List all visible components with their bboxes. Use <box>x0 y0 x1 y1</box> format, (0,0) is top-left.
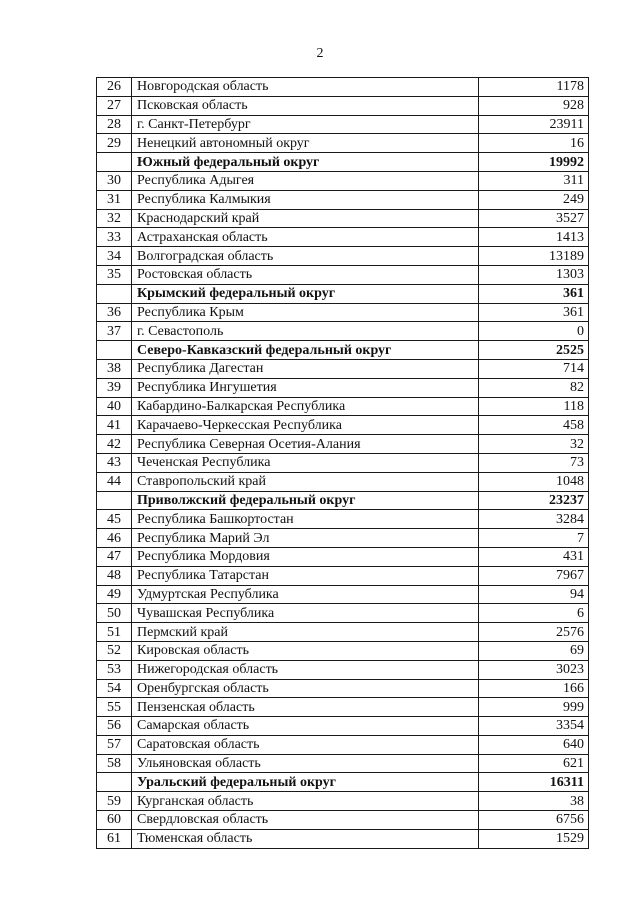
region-name: Новгородская область <box>132 78 479 97</box>
table-row <box>97 529 589 548</box>
region-value: 32 <box>479 435 589 454</box>
region-value: 82 <box>479 378 589 397</box>
table-row <box>97 265 589 284</box>
table-row <box>97 660 589 679</box>
row-number: 51 <box>97 623 132 642</box>
row-number: 36 <box>97 303 132 322</box>
region-name: Кировская область <box>132 641 479 660</box>
region-value: 714 <box>479 359 589 378</box>
region-value: 640 <box>479 735 589 754</box>
district-total: 19992 <box>479 153 589 172</box>
region-name: Республика Калмыкия <box>132 190 479 209</box>
region-value: 928 <box>479 96 589 115</box>
region-value: 6 <box>479 604 589 623</box>
region-value: 999 <box>479 698 589 717</box>
region-name: Ростовская область <box>132 265 479 284</box>
row-number: 48 <box>97 566 132 585</box>
table-row <box>97 96 589 115</box>
region-name: Саратовская область <box>132 735 479 754</box>
region-value: 3527 <box>479 209 589 228</box>
region-name: Пензенская область <box>132 698 479 717</box>
region-value: 7967 <box>479 566 589 585</box>
row-number <box>97 284 132 303</box>
district-row <box>97 491 589 510</box>
row-number: 44 <box>97 472 132 491</box>
table-row <box>97 228 589 247</box>
region-name: Кабардино-Балкарская Республика <box>132 397 479 416</box>
table-row <box>97 378 589 397</box>
region-name: Республика Татарстан <box>132 566 479 585</box>
table-row <box>97 303 589 322</box>
table-row <box>97 359 589 378</box>
region-value: 69 <box>479 641 589 660</box>
region-value: 621 <box>479 754 589 773</box>
region-value: 73 <box>479 453 589 472</box>
region-value: 1048 <box>479 472 589 491</box>
table-row <box>97 453 589 472</box>
region-value: 311 <box>479 171 589 190</box>
row-number: 34 <box>97 247 132 266</box>
table-row <box>97 247 589 266</box>
district-name: Уральский федеральный округ <box>132 773 479 792</box>
region-value: 3284 <box>479 510 589 529</box>
region-name: Свердловская область <box>132 811 479 830</box>
region-name: Ненецкий автономный округ <box>132 134 479 153</box>
table-row <box>97 792 589 811</box>
region-name: Республика Адыгея <box>132 171 479 190</box>
region-name: Оренбургская область <box>132 679 479 698</box>
region-value: 38 <box>479 792 589 811</box>
row-number: 38 <box>97 359 132 378</box>
region-name: Ставропольский край <box>132 472 479 491</box>
table-row <box>97 115 589 134</box>
region-value: 361 <box>479 303 589 322</box>
row-number: 28 <box>97 115 132 134</box>
table-row <box>97 397 589 416</box>
region-value: 6756 <box>479 811 589 830</box>
row-number <box>97 153 132 172</box>
region-name: Республика Крым <box>132 303 479 322</box>
row-number: 54 <box>97 679 132 698</box>
region-name: Удмуртская Республика <box>132 585 479 604</box>
region-value: 23911 <box>479 115 589 134</box>
table-row <box>97 717 589 736</box>
district-row <box>97 773 589 792</box>
row-number <box>97 773 132 792</box>
district-name: Северо-Кавказский федеральный округ <box>132 341 479 360</box>
region-name: Пермский край <box>132 623 479 642</box>
region-name: Волгоградская область <box>132 247 479 266</box>
table-row <box>97 566 589 585</box>
row-number <box>97 491 132 510</box>
row-number: 29 <box>97 134 132 153</box>
table-row <box>97 811 589 830</box>
region-name: Ульяновская область <box>132 754 479 773</box>
row-number: 52 <box>97 641 132 660</box>
region-value: 13189 <box>479 247 589 266</box>
row-number: 60 <box>97 811 132 830</box>
region-value: 3354 <box>479 717 589 736</box>
row-number: 33 <box>97 228 132 247</box>
district-name: Крымский федеральный округ <box>132 284 479 303</box>
row-number: 39 <box>97 378 132 397</box>
table-row <box>97 698 589 717</box>
region-name: г. Санкт-Петербург <box>132 115 479 134</box>
row-number: 27 <box>97 96 132 115</box>
table-row <box>97 78 589 97</box>
district-name: Южный федеральный округ <box>132 153 479 172</box>
district-row <box>97 284 589 303</box>
row-number: 58 <box>97 754 132 773</box>
table-row <box>97 829 589 848</box>
row-number: 30 <box>97 171 132 190</box>
district-total: 16311 <box>479 773 589 792</box>
table-row <box>97 547 589 566</box>
table-row <box>97 322 589 341</box>
table-row <box>97 679 589 698</box>
region-name: Краснодарский край <box>132 209 479 228</box>
region-value: 7 <box>479 529 589 548</box>
district-name: Приволжский федеральный округ <box>132 491 479 510</box>
region-name: Республика Марий Эл <box>132 529 479 548</box>
row-number: 53 <box>97 660 132 679</box>
region-value: 1178 <box>479 78 589 97</box>
region-name: Нижегородская область <box>132 660 479 679</box>
region-value: 16 <box>479 134 589 153</box>
region-name: Республика Ингушетия <box>132 378 479 397</box>
district-total: 2525 <box>479 341 589 360</box>
region-table-container <box>96 77 588 849</box>
table-row <box>97 435 589 454</box>
district-row <box>97 341 589 360</box>
region-value: 2576 <box>479 623 589 642</box>
table-row <box>97 190 589 209</box>
region-name: Чувашская Республика <box>132 604 479 623</box>
row-number: 42 <box>97 435 132 454</box>
region-value: 1303 <box>479 265 589 284</box>
table-row <box>97 604 589 623</box>
district-total: 23237 <box>479 491 589 510</box>
row-number: 56 <box>97 717 132 736</box>
row-number: 40 <box>97 397 132 416</box>
region-table-body <box>97 78 589 849</box>
page-number: 2 <box>316 46 324 61</box>
table-row <box>97 134 589 153</box>
row-number: 61 <box>97 829 132 848</box>
table-row <box>97 510 589 529</box>
table-row <box>97 754 589 773</box>
region-value: 0 <box>479 322 589 341</box>
table-row <box>97 735 589 754</box>
region-value: 94 <box>479 585 589 604</box>
table-row <box>97 623 589 642</box>
row-number: 31 <box>97 190 132 209</box>
row-number <box>97 341 132 360</box>
table-row <box>97 472 589 491</box>
region-value: 1529 <box>479 829 589 848</box>
region-name: Тюменская область <box>132 829 479 848</box>
table-row <box>97 641 589 660</box>
row-number: 32 <box>97 209 132 228</box>
district-total: 361 <box>479 284 589 303</box>
region-name: Республика Дагестан <box>132 359 479 378</box>
region-value: 249 <box>479 190 589 209</box>
region-name: Псковская область <box>132 96 479 115</box>
table-row <box>97 585 589 604</box>
region-name: Республика Башкортостан <box>132 510 479 529</box>
row-number: 57 <box>97 735 132 754</box>
row-number: 55 <box>97 698 132 717</box>
region-name: Чеченская Республика <box>132 453 479 472</box>
row-number: 35 <box>97 265 132 284</box>
region-value: 458 <box>479 416 589 435</box>
district-row <box>97 153 589 172</box>
region-value: 118 <box>479 397 589 416</box>
region-name: Астраханская область <box>132 228 479 247</box>
table-row <box>97 209 589 228</box>
region-table <box>96 77 589 849</box>
row-number: 43 <box>97 453 132 472</box>
region-value: 1413 <box>479 228 589 247</box>
region-name: Курганская область <box>132 792 479 811</box>
table-row <box>97 416 589 435</box>
row-number: 49 <box>97 585 132 604</box>
region-name: Самарская область <box>132 717 479 736</box>
region-value: 166 <box>479 679 589 698</box>
region-name: Республика Мордовия <box>132 547 479 566</box>
region-name: Карачаево-Черкесская Республика <box>132 416 479 435</box>
region-value: 431 <box>479 547 589 566</box>
row-number: 50 <box>97 604 132 623</box>
row-number: 37 <box>97 322 132 341</box>
row-number: 41 <box>97 416 132 435</box>
row-number: 26 <box>97 78 132 97</box>
row-number: 45 <box>97 510 132 529</box>
table-row <box>97 171 589 190</box>
region-name: г. Севастополь <box>132 322 479 341</box>
region-name: Республика Северная Осетия-Алания <box>132 435 479 454</box>
row-number: 59 <box>97 792 132 811</box>
row-number: 47 <box>97 547 132 566</box>
region-value: 3023 <box>479 660 589 679</box>
row-number: 46 <box>97 529 132 548</box>
